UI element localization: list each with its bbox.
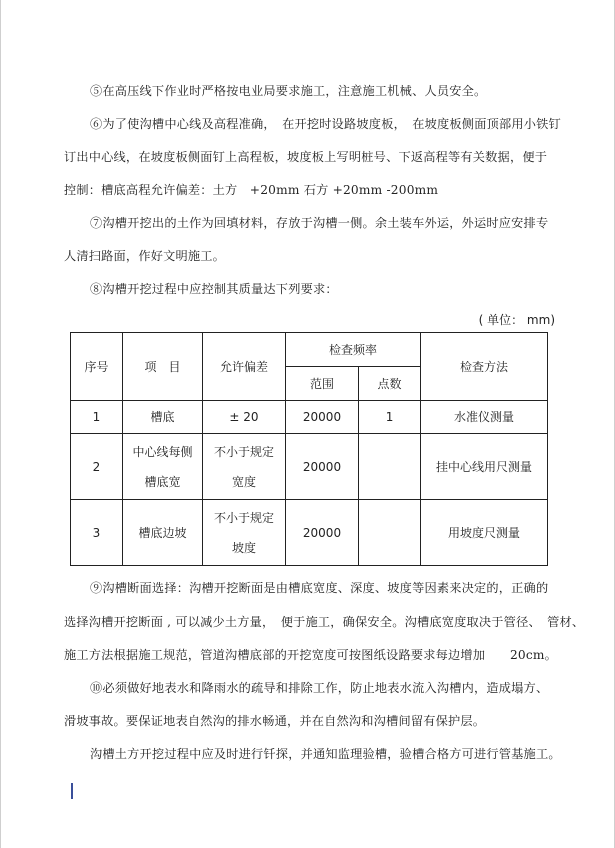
cell-seq: 2 — [71, 434, 123, 500]
cell-tolerance — [203, 434, 286, 500]
cell-range: 20000 — [286, 500, 359, 566]
table-unit-label: ( 单位： mm) — [478, 313, 555, 327]
header-points: 点数 — [359, 367, 421, 401]
cell-tolerance-line-2: 宽度 — [231, 474, 256, 489]
table-row — [71, 401, 548, 434]
cell-range: 20000 — [286, 434, 359, 500]
paragraph-10-line-1: ⑩必须做好地表水和降雨水的疏导和排除工作，防止地表水流入沟槽内，造成塌方、 — [90, 681, 549, 695]
cell-points: 1 — [359, 401, 421, 434]
cell-tolerance-line-1: 不小于规定 — [213, 510, 274, 525]
cell-seq: 3 — [71, 500, 123, 566]
paragraph-8: ⑧沟槽开挖过程中应控制其质量达下列要求： — [90, 282, 338, 296]
cell-tolerance — [203, 500, 286, 566]
header-range: 范围 — [286, 367, 359, 401]
cell-method: 水准仪测量 — [421, 401, 548, 434]
header-seq: 序号 — [71, 333, 123, 401]
cell-points — [359, 434, 421, 500]
paragraph-6-line-3: 控制：槽底高程允许偏差：土方 +20mm 石方 +20mm -200mm — [64, 183, 439, 197]
paragraph-6-line-1: ⑥为了使沟槽中心线及高程准确， 在开挖时设路坡度板， 在坡度板侧面顶部用小铁钉 — [90, 117, 561, 131]
cell-item: 槽底边坡 — [123, 500, 203, 566]
cell-item: 槽底 — [123, 401, 203, 434]
cell-points — [359, 500, 421, 566]
text-cursor-mark — [71, 783, 73, 799]
cell-tolerance-line-1: 不小于规定 — [213, 444, 274, 459]
header-tolerance: 允许偏差 — [203, 333, 286, 401]
paragraph-10-line-2: 滑坡事故。要保证地表自然沟的排水畅通，并在自然沟和沟槽间留有保护层。 — [64, 714, 486, 728]
cell-seq: 1 — [71, 401, 123, 434]
paragraph-7-line-2: 人清扫路面，作好文明施工。 — [64, 249, 226, 263]
cell-item — [123, 434, 203, 500]
cell-method: 用坡度尺测量 — [421, 500, 548, 566]
cell-method: 挂中心线用尺测量 — [421, 434, 548, 500]
cell-item-line-2: 槽底宽 — [144, 474, 181, 489]
table-row — [71, 500, 548, 566]
cell-item-line-1: 中心线每侧 — [132, 444, 193, 459]
table-row — [71, 434, 548, 500]
table-header-row — [71, 333, 548, 367]
quality-requirements-table — [70, 332, 548, 566]
cell-tolerance: ± 20 — [203, 401, 286, 434]
paragraph-9-line-3: 施工方法根据施工规范，管道沟槽底部的开挖宽度可按图纸设路要求每边增加 20cm。 — [64, 648, 558, 662]
paragraph-11: 沟槽土方开挖过程中应及时进行钎探，并通知监理验槽，验槽合格方可进行管基施工。 — [90, 747, 561, 761]
paragraph-9-line-2: 选择沟槽开挖断面 , 可以减少土方量， 便于施工，确保安全。沟槽底宽度取决于管径、 管材、 — [64, 615, 585, 629]
header-item: 项 目 — [123, 333, 203, 401]
page-edge-left — [0, 0, 1, 848]
cell-range: 20000 — [286, 401, 359, 434]
cell-tolerance-line-2: 坡度 — [231, 540, 256, 555]
paragraph-5: ⑤在高压线下作业时严格按电业局要求施工，注意施工机械、人员安全。 — [90, 84, 487, 98]
header-frequency: 检查频率 — [286, 333, 421, 367]
paragraph-9-line-1: ⑨沟槽断面选择：沟槽开挖断面是由槽底宽度、深度、坡度等因素来决定的，正确的 — [90, 581, 549, 595]
paragraph-6-line-2: 订出中心线，在坡度板侧面钉上高程板，坡度板上写明桩号、下返高程等有关数据，便于 — [64, 150, 548, 164]
paragraph-7-line-1: ⑦沟槽开挖出的土作为回填材料，存放于沟槽一侧。余土装车外运，外运时应安排专 — [90, 216, 549, 230]
header-method: 检查方法 — [421, 333, 548, 401]
